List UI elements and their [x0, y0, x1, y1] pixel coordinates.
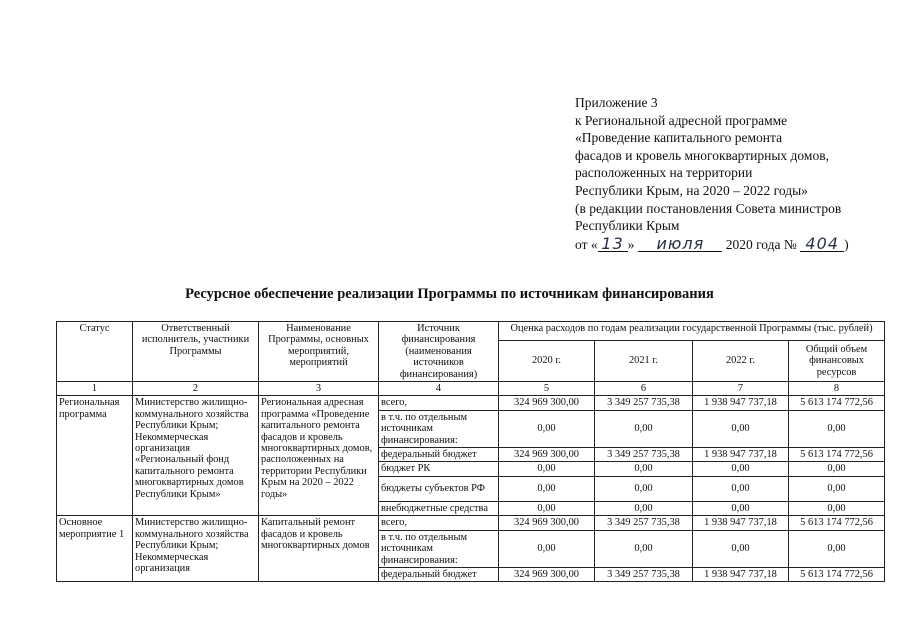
header-status: Статус [57, 322, 133, 382]
source-cell: федеральный бюджет [379, 448, 499, 462]
col-number: 4 [379, 382, 499, 396]
handwritten-day: 13 [598, 236, 628, 252]
source-cell: в т.ч. по отдельным источникам финансирования: [379, 530, 499, 567]
value-2022: 0,00 [693, 530, 789, 567]
col-number: 1 [57, 382, 133, 396]
appendix-header [575, 94, 849, 253]
value-2020: 0,00 [499, 501, 595, 515]
decree-date-line [575, 233, 849, 254]
value-total: 0,00 [789, 410, 885, 447]
source-cell: бюджеты субъектов РФ [379, 476, 499, 501]
value-2021: 0,00 [595, 462, 693, 476]
year-text: 2020 года № [725, 236, 797, 252]
value-total: 5 613 174 772,56 [789, 396, 885, 410]
source-cell: федеральный бюджет [379, 567, 499, 581]
date-suffix: ) [844, 236, 849, 252]
appendix-line: (в редакции постановления Совета министров [575, 200, 842, 216]
value-total: 0,00 [789, 501, 885, 515]
value-2020: 324 969 300,00 [499, 567, 595, 581]
document-title: Ресурсное обеспечение реализации Программы по источникам финансирования [185, 286, 714, 302]
value-2021: 0,00 [595, 476, 693, 501]
col-number: 2 [133, 382, 259, 396]
value-2022: 1 938 947 737,18 [693, 567, 789, 581]
value-2021: 3 349 257 735,38 [595, 448, 693, 462]
executor-cell: Министерство жилищно-коммунального хозяйства Республики Крым; Некоммерческая организация [133, 516, 259, 582]
appendix-line: к Региональной адресной программе [575, 112, 788, 128]
value-total: 5 613 174 772,56 [789, 448, 885, 462]
value-2021: 3 349 257 735,38 [595, 567, 693, 581]
col-number: 8 [789, 382, 885, 396]
appendix-line: «Проведение капитального ремонта [575, 130, 783, 146]
source-cell: внебюджетные средства [379, 501, 499, 515]
program-name-cell: Капитальный ремонт фасадов и кровель многоквартирных домов [259, 516, 379, 582]
source-cell: всего, [379, 516, 499, 530]
value-2022: 1 938 947 737,18 [693, 396, 789, 410]
value-2021: 0,00 [595, 530, 693, 567]
appendix-line: Республики Крым [575, 218, 680, 234]
table-row [57, 516, 885, 530]
value-2020: 324 969 300,00 [499, 448, 595, 462]
date-prefix: от « [575, 236, 598, 252]
col-number: 3 [259, 382, 379, 396]
value-2020: 0,00 [499, 462, 595, 476]
header-executor: Ответственный исполнитель, участники Программы [133, 322, 259, 382]
header-row [57, 322, 885, 341]
value-2021: 0,00 [595, 410, 693, 447]
value-2022: 1 938 947 737,18 [693, 516, 789, 530]
handwritten-number: 404 [800, 236, 844, 252]
col-number: 5 [499, 382, 595, 396]
header-estimate: Оценка расходов по годам реализации государственной Программы (тыс. рублей) [499, 322, 885, 341]
status-cell: Основное мероприятие 1 [57, 516, 133, 582]
table-row [57, 396, 885, 410]
date-mid: » [627, 236, 635, 252]
value-2021: 3 349 257 735,38 [595, 396, 693, 410]
header-2021: 2021 г. [595, 341, 693, 382]
value-2020: 0,00 [499, 410, 595, 447]
value-2021: 0,00 [595, 501, 693, 515]
appendix-line: Приложение 3 [575, 95, 658, 110]
executor-cell: Министерство жилищно-коммунального хозяйства Республики Крым; Некоммерческая организация «Региональный фонд капитального ремонта многоквартирных домов Республики Крым» [133, 396, 259, 516]
value-2021: 3 349 257 735,38 [595, 516, 693, 530]
value-total: 5 613 174 772,56 [789, 516, 885, 530]
value-2020: 0,00 [499, 530, 595, 567]
column-number-row [57, 382, 885, 396]
value-total: 0,00 [789, 462, 885, 476]
source-cell: бюджет РК [379, 462, 499, 476]
value-total: 5 613 174 772,56 [789, 567, 885, 581]
appendix-line: Республики Крым, на 2020 – 2022 годы» [575, 182, 808, 198]
header-2020: 2020 г. [499, 341, 595, 382]
value-total: 0,00 [789, 476, 885, 501]
value-2022: 0,00 [693, 410, 789, 447]
value-2022: 0,00 [693, 462, 789, 476]
value-2020: 324 969 300,00 [499, 516, 595, 530]
value-2022: 1 938 947 737,18 [693, 448, 789, 462]
appendix-line: расположенных на территории [575, 165, 753, 181]
value-2020: 324 969 300,00 [499, 396, 595, 410]
value-2022: 0,00 [693, 476, 789, 501]
col-number: 6 [595, 382, 693, 396]
header-name: Наименование Программы, основных мероприятий, мероприятий [259, 322, 379, 382]
value-2022: 0,00 [693, 501, 789, 515]
resource-table [56, 321, 885, 582]
col-number: 7 [693, 382, 789, 396]
value-2020: 0,00 [499, 476, 595, 501]
appendix-line: фасадов и кровель многоквартирных домов, [575, 147, 829, 163]
status-cell: Региональная программа [57, 396, 133, 516]
source-cell: в т.ч. по отдельным источникам финансирования: [379, 410, 499, 447]
handwritten-month: июля [638, 236, 722, 252]
source-cell: всего, [379, 396, 499, 410]
header-total: Общий объем финансовых ресурсов [789, 341, 885, 382]
program-name-cell: Региональная адресная программа «Проведение капитального ремонта фасадов и кровель многоквартирных домов, расположенных на территории Республики Крым на 2020 – 2022 годы» [259, 396, 379, 516]
header-2022: 2022 г. [693, 341, 789, 382]
header-source: Источник финансирования (наименования источников финансирования) [379, 322, 499, 382]
value-total: 0,00 [789, 530, 885, 567]
